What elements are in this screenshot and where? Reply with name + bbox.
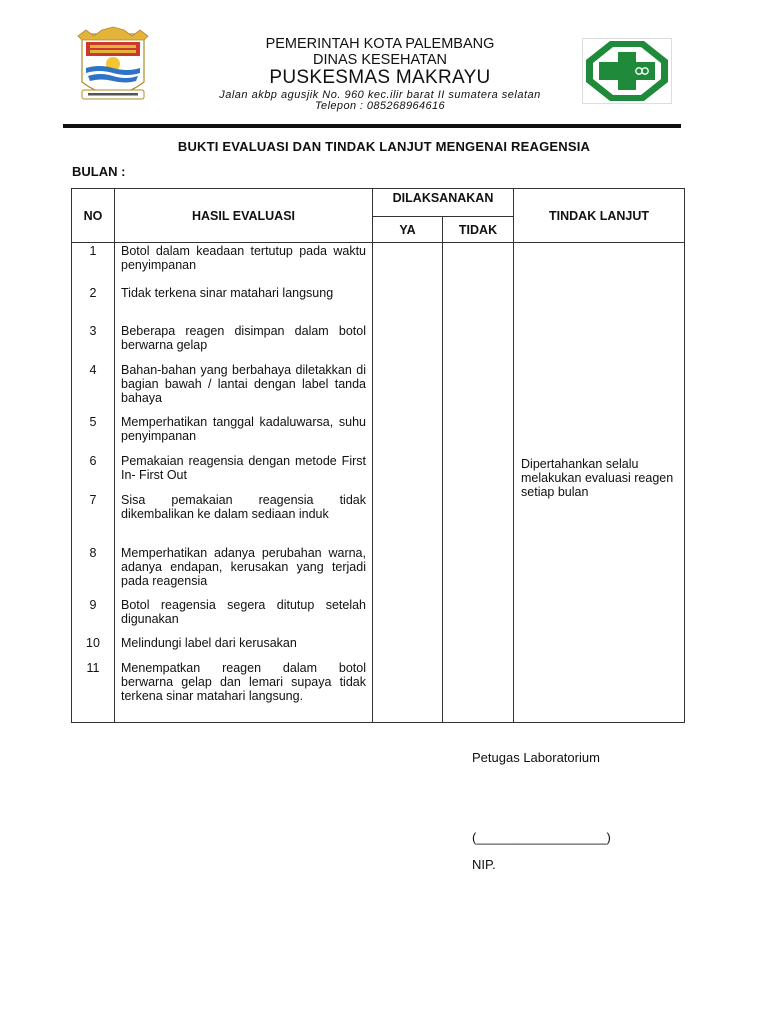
header-institution: PUSKESMAS MAKRAYU <box>269 67 491 88</box>
header-address: Jalan akbp agusjik No. 960 kec.ilir barat II sumatera selatan <box>219 89 541 101</box>
palembang-city-crest-icon <box>72 26 154 104</box>
evaluation-column <box>115 243 373 723</box>
evaluation-item: Menempatkan reagen dalam botol berwarna gelap dan lemari supaya tidak terkena sinar matahari langsung. <box>121 661 366 703</box>
header-divider <box>63 124 681 128</box>
row-number: 10 <box>86 636 100 650</box>
follow-up-note: Dipertahankan selalu melakukan evaluasi reagen setiap bulan <box>514 243 685 723</box>
evaluation-item: Botol dalam keadaan tertutup pada waktu penyimpanan <box>121 244 366 272</box>
row-number: 11 <box>86 661 100 675</box>
signature-name-line: (__________________) <box>472 830 611 845</box>
row-number: 9 <box>89 598 97 612</box>
evaluation-item: Sisa pemakaian reagensia tidak dikembalikan ke dalam sediaan induk <box>121 493 366 521</box>
row-number: 1 <box>89 244 97 258</box>
header-no: NO <box>72 189 115 243</box>
month-label: BULAN : <box>72 164 126 179</box>
signature-role: Petugas Laboratorium <box>472 750 600 765</box>
evaluation-item: Memperhatikan adanya perubahan warna, adanya endapan, kerusakan yang terjadi pada reagensia <box>121 546 366 588</box>
evaluation-item: Tidak terkena sinar matahari langsung <box>121 286 334 300</box>
number-column <box>72 243 115 723</box>
row-number: 8 <box>89 546 97 560</box>
header-government: PEMERINTAH KOTA PALEMBANG <box>265 36 495 52</box>
row-number: 2 <box>89 286 97 300</box>
table-row <box>72 243 685 723</box>
header-tindak-lanjut: TINDAK LANJUT <box>514 189 685 243</box>
ya-column-cell <box>373 243 443 723</box>
header-hasil-evaluasi: HASIL EVALUASI <box>115 189 373 243</box>
tidak-column-cell <box>443 243 514 723</box>
row-number: 7 <box>89 493 97 507</box>
evaluation-item: Botol reagensia segera ditutup setelah digunakan <box>121 598 366 626</box>
document-title: BUKTI EVALUASI DAN TINDAK LANJUT MENGENAI REAGENSIA <box>177 139 591 154</box>
evaluation-item: Bahan-bahan yang berbahaya diletakkan di bagian bawah / lantai dengan label tanda bahaya <box>121 363 366 405</box>
header-tidak: TIDAK <box>443 217 514 243</box>
evaluation-item: Melindungi label dari kerusakan <box>121 636 297 650</box>
header-phone: Telepon : 085268964616 <box>314 100 446 112</box>
header-department: DINAS KESEHATAN <box>312 52 448 68</box>
signature-nip: NIP. <box>472 857 496 872</box>
row-number: 4 <box>89 363 97 377</box>
header-ya: YA <box>373 217 443 243</box>
evaluation-item: Beberapa reagen disimpan dalam botol berwarna gelap <box>121 324 366 352</box>
evaluation-table <box>71 188 685 723</box>
evaluation-item: Memperhatikan tanggal kadaluwarsa, suhu penyimpanan <box>121 415 366 443</box>
row-number: 6 <box>89 454 97 468</box>
puskesmas-cross-icon <box>582 38 672 104</box>
header-dilaksanakan: DILAKSANAKAN <box>373 189 514 217</box>
evaluation-item: Pemakaian reagensia dengan metode First In- First Out <box>121 454 366 482</box>
row-number: 5 <box>89 415 97 429</box>
row-number: 3 <box>89 324 97 338</box>
